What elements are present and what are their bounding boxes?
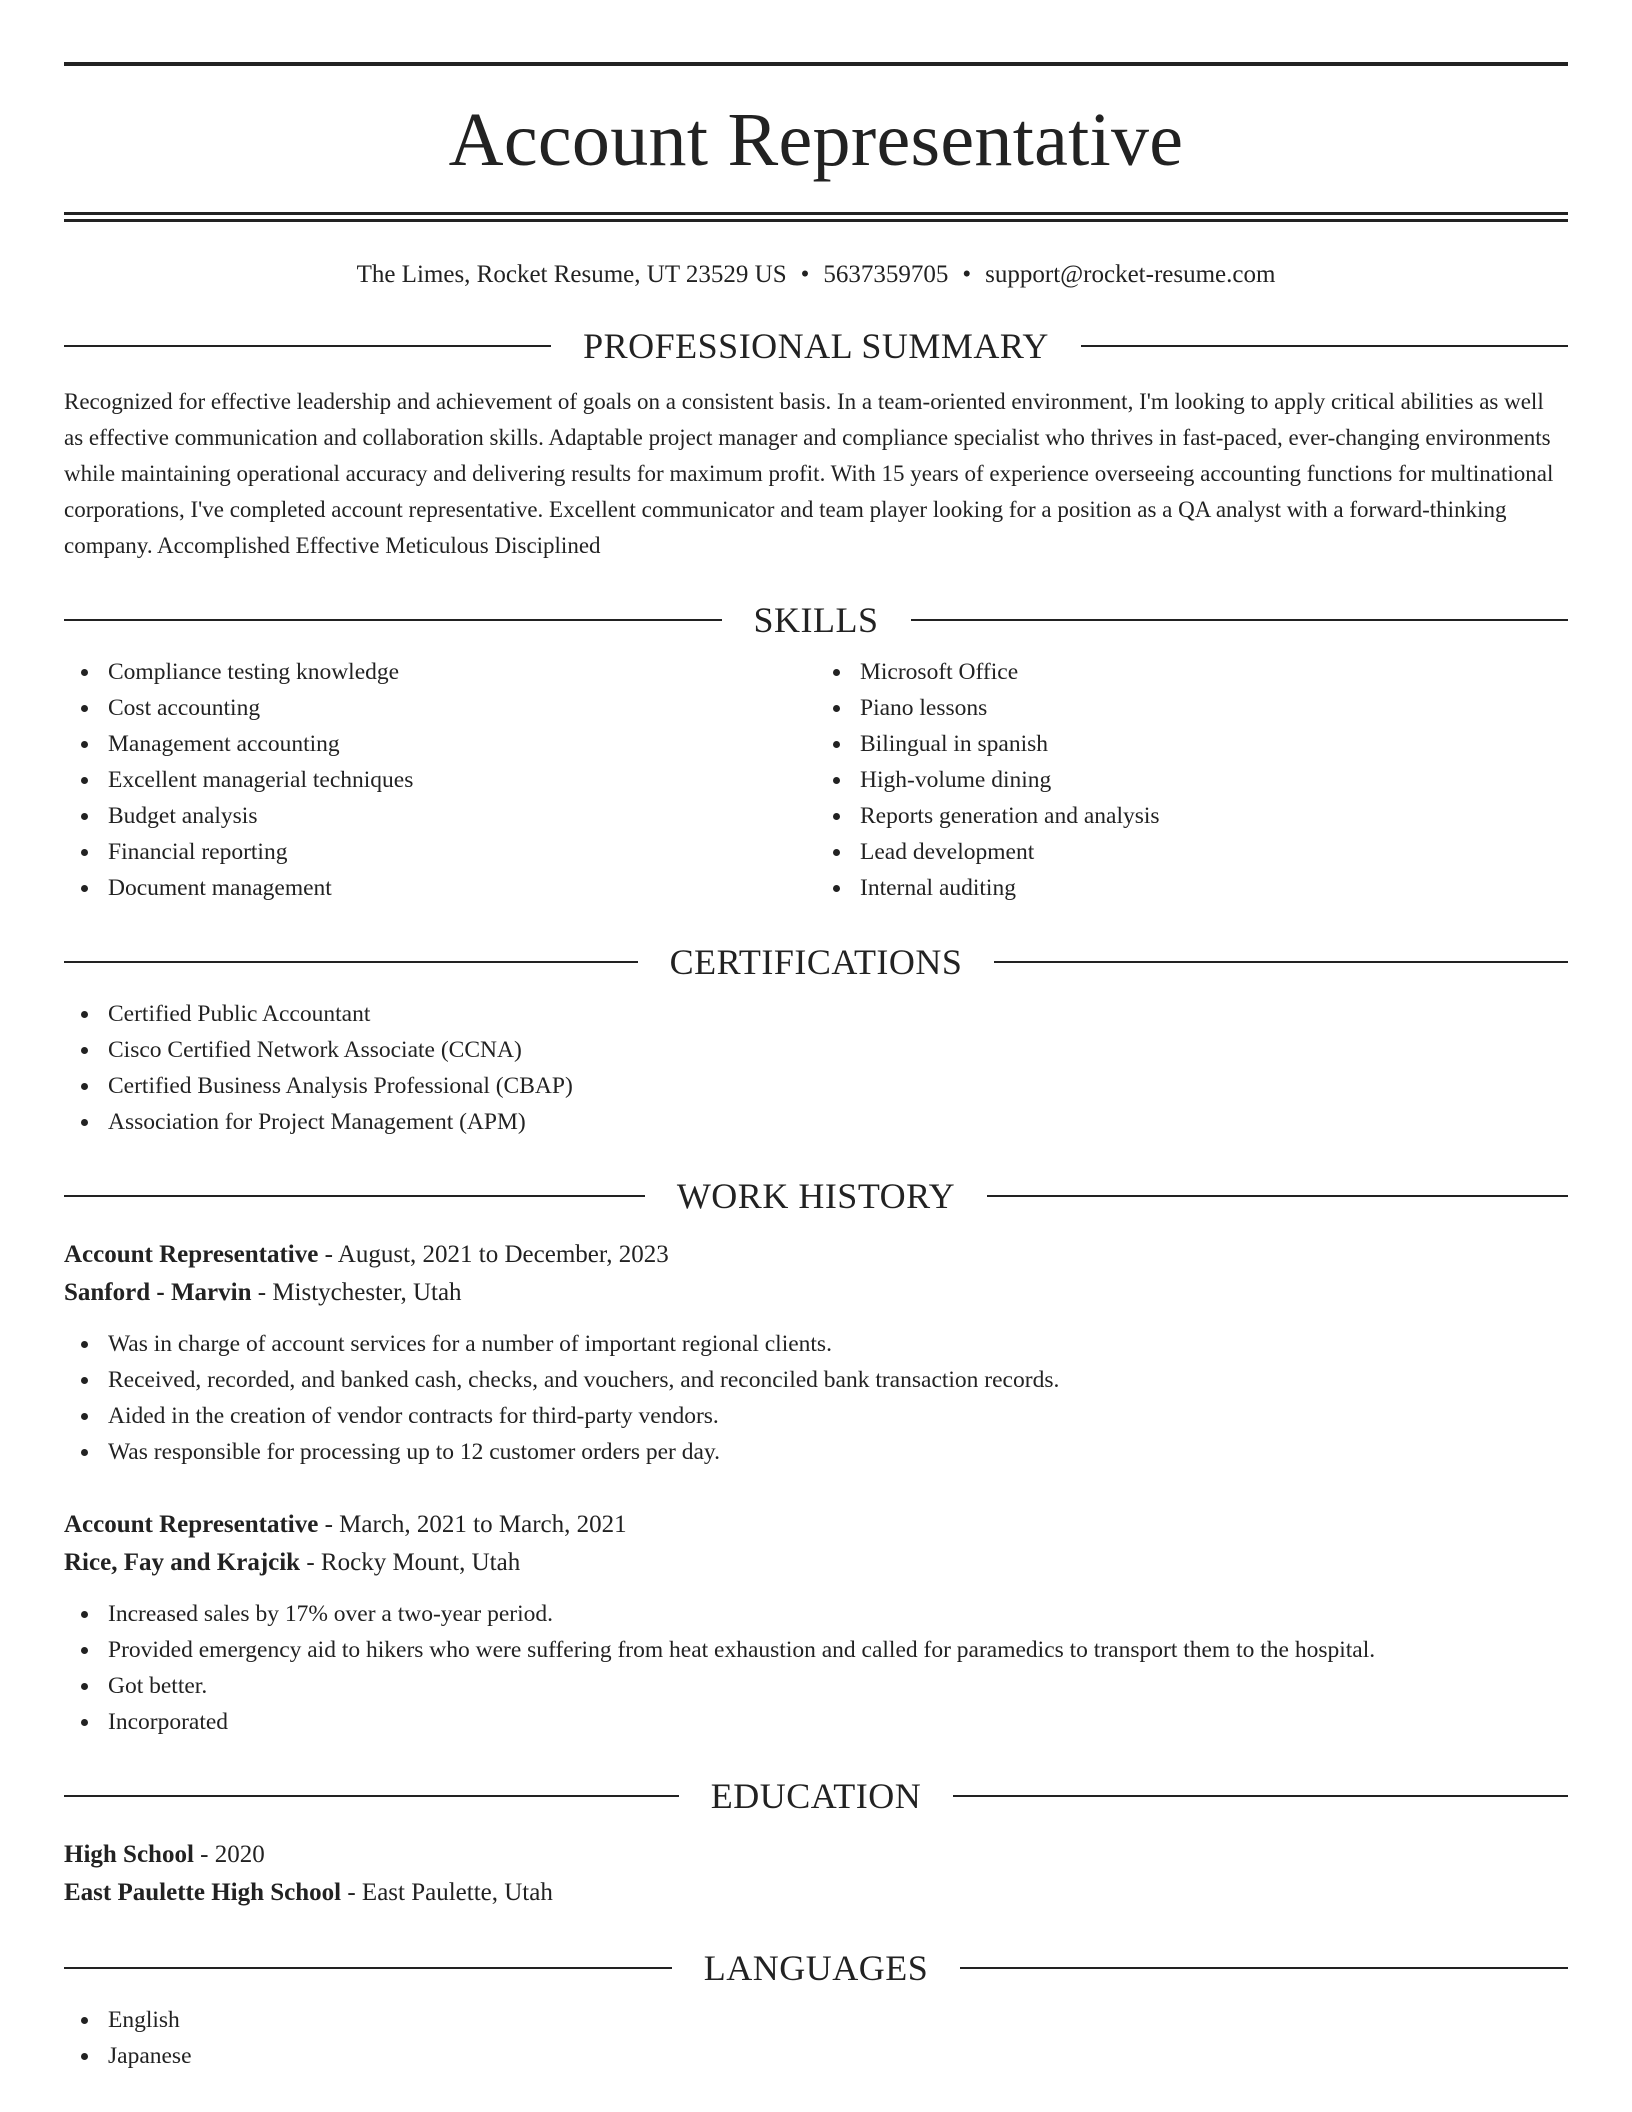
section-divider-right [1081, 345, 1568, 347]
title-double-rule [64, 212, 1568, 222]
section-header-summary [64, 324, 1568, 368]
skill-item: Management accounting [64, 726, 816, 762]
skill-item: Internal auditing [816, 870, 1568, 906]
language-item: Japanese [64, 2038, 1568, 2074]
job-company: Rice, Fay and Krajcik [64, 1549, 301, 1576]
job-role: Account Representative [64, 1511, 319, 1538]
education-degree-line [64, 1836, 1568, 1874]
skill-item: Document management [64, 870, 816, 906]
contact-line [64, 260, 1568, 290]
job-entry [64, 1506, 1568, 1740]
job-title-line [64, 1236, 1568, 1274]
skill-item: High-volume dining [816, 762, 1568, 798]
contact-phone: 5637359705 [823, 261, 949, 288]
job-company-line [64, 1274, 1568, 1312]
skills-column-left [64, 642, 816, 906]
section-divider-right [911, 619, 1569, 621]
section-header-certifications [64, 940, 1568, 984]
education-location: - East Paulette, Utah [341, 1879, 553, 1906]
skills-columns [64, 642, 1568, 906]
education-degree: High School [64, 1841, 194, 1868]
job-duty: Incorporated [64, 1704, 1568, 1740]
section-divider-right [960, 1967, 1568, 1969]
job-duty: Was in charge of account services for a number of important regional clients. [64, 1326, 1568, 1362]
contact-separator: • [800, 261, 810, 288]
job-duty: Aided in the creation of vendor contracts for third-party vendors. [64, 1398, 1568, 1434]
section-divider-left [64, 1795, 679, 1797]
section-divider-right [953, 1795, 1568, 1797]
skills-list-left [64, 654, 816, 906]
certification-item: Certified Public Accountant [64, 996, 1568, 1032]
section-divider-right [994, 961, 1568, 963]
section-title-certifications: CERTIFICATIONS [669, 942, 963, 982]
section-divider-left [64, 961, 638, 963]
section-title-languages: LANGUAGES [703, 1948, 929, 1988]
certification-item: Certified Business Analysis Professional (CBAP) [64, 1068, 1568, 1104]
section-header-education [64, 1774, 1568, 1818]
job-duties-list [64, 1596, 1568, 1740]
section-title-work: WORK HISTORY [676, 1176, 956, 1216]
section-divider-left [64, 345, 551, 347]
skill-item: Lead development [816, 834, 1568, 870]
skill-item: Compliance testing knowledge [64, 654, 816, 690]
skill-item: Excellent managerial techniques [64, 762, 816, 798]
section-divider-right [987, 1195, 1568, 1197]
top-rule [64, 62, 1568, 66]
contact-separator: • [962, 261, 972, 288]
contact-address: The Limes, Rocket Resume, UT 23529 US [356, 261, 787, 288]
skill-item: Budget analysis [64, 798, 816, 834]
certifications-list [64, 996, 1568, 1140]
education-year: - 2020 [193, 1841, 265, 1868]
skills-column-right [816, 642, 1568, 906]
section-divider-left [64, 619, 722, 621]
section-header-skills [64, 598, 1568, 642]
job-duty: Got better. [64, 1668, 1568, 1704]
skill-item: Financial reporting [64, 834, 816, 870]
section-header-work [64, 1174, 1568, 1218]
skill-item: Piano lessons [816, 690, 1568, 726]
education-entry [64, 1836, 1568, 1912]
job-dates: - March, 2021 to March, 2021 [318, 1511, 627, 1538]
job-location: - Rocky Mount, Utah [300, 1549, 521, 1576]
skills-list-right [816, 654, 1568, 906]
certification-item: Association for Project Management (APM) [64, 1104, 1568, 1140]
skill-item: Reports generation and analysis [816, 798, 1568, 834]
job-dates: - August, 2021 to December, 2023 [318, 1241, 669, 1268]
summary-text: Recognized for effective leadership and achievement of goals on a consistent basis. In a team-oriented environment, I'm looking to apply critical abilities as well as effective communication and collaboration skills. Adaptable project manager and compliance specialist who thrives in fast-paced, ever-changing environments while maintaining operational accuracy and delivering results for maximum profit. With 15 years of experience overseeing accounting functions for multinational corporations, I've completed account representative. Excellent communicator and team player looking for a position as a QA analyst with a forward-thinking company. Accomplished Effective Meticulous Disciplined [64, 389, 1554, 558]
contact-email: support@rocket-resume.com [985, 261, 1276, 288]
job-entry [64, 1236, 1568, 1470]
section-divider-left [64, 1195, 645, 1197]
language-item: English [64, 2002, 1568, 2038]
job-duty: Provided emergency aid to hikers who were suffering from heat exhaustion and called for paramedics to transport them to the hospital. [64, 1632, 1568, 1668]
skill-item: Cost accounting [64, 690, 816, 726]
job-company: Sanford - Marvin [64, 1279, 252, 1306]
section-header-languages [64, 1946, 1568, 1990]
job-company-line [64, 1544, 1568, 1582]
education-school: East Paulette High School [64, 1879, 342, 1906]
education-school-line [64, 1874, 1568, 1912]
job-duty: Received, recorded, and banked cash, checks, and vouchers, and reconciled bank transaction records. [64, 1362, 1568, 1398]
job-duties-list [64, 1326, 1568, 1470]
job-title-line [64, 1506, 1568, 1544]
resume-title: Account Representative [448, 98, 1184, 182]
section-title-education: EDUCATION [710, 1776, 922, 1816]
section-title-skills: SKILLS [753, 600, 879, 640]
job-duty: Was responsible for processing up to 12 customer orders per day. [64, 1434, 1568, 1470]
section-title-summary: PROFESSIONAL SUMMARY [583, 326, 1049, 366]
languages-list [64, 2002, 1568, 2074]
job-duty: Increased sales by 17% over a two-year period. [64, 1596, 1568, 1632]
job-location: - Mistychester, Utah [251, 1279, 462, 1306]
job-role: Account Representative [64, 1241, 319, 1268]
certification-item: Cisco Certified Network Associate (CCNA) [64, 1032, 1568, 1068]
skill-item: Microsoft Office [816, 654, 1568, 690]
section-divider-left [64, 1967, 672, 1969]
skill-item: Bilingual in spanish [816, 726, 1568, 762]
